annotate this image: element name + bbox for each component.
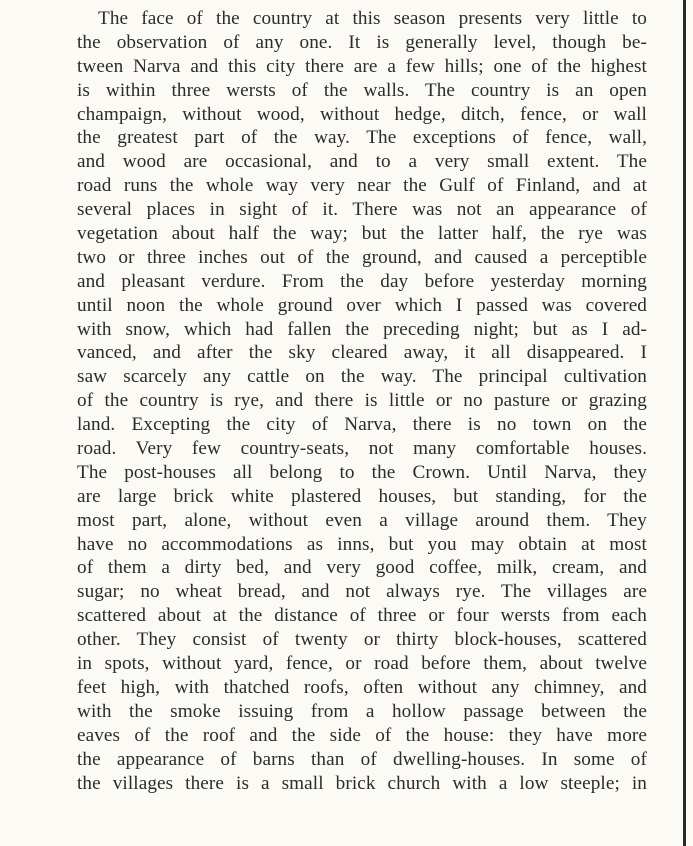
text-line: until noon the whole ground over which I passed was covered [77,294,647,316]
text-line: eaves of the roof and the side of the house: they have more [77,724,647,746]
text-line: in spots, without yard, fence, or road before them, about twelve [77,653,647,675]
text-line: The face of the country at this season presents very little to [98,8,647,29]
text-line: with snow, which had fallen the preceding night; but as I ad- [77,318,647,340]
text-line: vanced, and after the sky cleared away, it all disappeared. I [77,342,647,364]
text-line: The post-houses all belong to the Crown. Until Narva, they [77,461,647,483]
text-line: are large brick white plastered houses, but standing, for the [77,485,647,507]
text-line: feet high, with thatched roofs, often without any chimney, and [77,676,647,698]
text-line: and wood are occasional, and to a very small extent. The [77,151,647,173]
text-line: the villages there is a small brick church with a low steeple; in [77,772,647,794]
text-line: saw scarcely any cattle on the way. The principal cultivation [77,366,647,388]
body-paragraph [77,7,647,795]
text-line: most part, alone, without even a village around them. They [77,509,647,531]
text-line: is within three wersts of the walls. The country is an open [77,79,647,101]
text-line: sugar; no wheat bread, and not always rye. The villages are [77,581,647,603]
text-line: with the smoke issuing from a hollow passage between the [77,700,647,722]
page-edge-rule [683,0,686,846]
text-line: have no accommodations as inns, but you may obtain at most [77,533,647,555]
text-line: the observation of any one. It is generally level, though be- [77,31,647,53]
text-line: the appearance of barns than of dwelling-houses. In some of [77,748,647,770]
text-line: several places in sight of it. There was not an appearance of [77,199,647,221]
text-line: other. They consist of twenty or thirty block-houses, scattered [77,629,647,651]
text-line: road. Very few country-seats, not many comfortable houses. [77,438,647,460]
text-line: vegetation about half the way; but the latter half, the rye was [77,223,647,245]
text-line: and pleasant verdure. From the day before yesterday morning [77,270,647,292]
text-line: the greatest part of the way. The exceptions of fence, wall, [77,127,647,149]
text-line: of them a dirty bed, and very good coffee, milk, cream, and [77,557,647,579]
text-line: tween Narva and this city there are a few hills; one of the highest [77,55,647,77]
text-line: champaign, without wood, without hedge, ditch, fence, or wall [77,103,647,125]
text-line: two or three inches out of the ground, and caused a perceptible [77,246,647,268]
text-line: scattered about at the distance of three or four wersts from each [77,605,647,627]
text-line: road runs the whole way very near the Gulf of Finland, and at [77,175,647,197]
text-line: of the country is rye, and there is little or no pasture or grazing [77,390,647,412]
text-line: land. Excepting the city of Narva, there is no town on the [77,414,647,436]
